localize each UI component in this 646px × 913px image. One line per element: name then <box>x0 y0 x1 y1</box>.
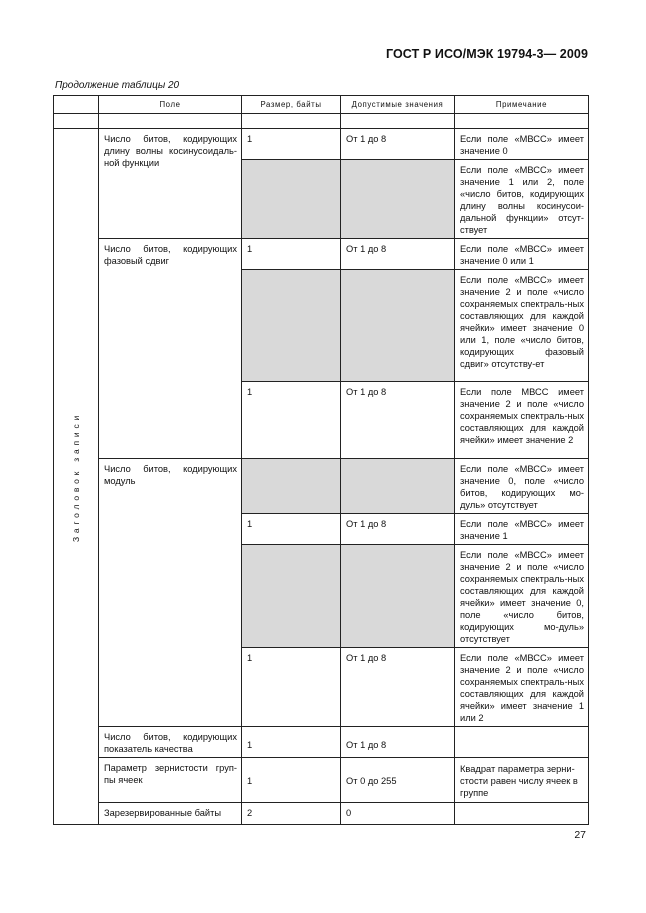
range-cell: От 1 до 8 <box>341 239 455 270</box>
table-row <box>54 239 589 270</box>
note-cell: Если поле «МВСС» имеет значение 0, поле «число битов, кодирующих мо-дуль» отсутствует <box>455 459 589 514</box>
header-note: Примечание <box>455 96 589 114</box>
note-cell: Если поле «МВСС» имеет значение 0 <box>455 129 589 160</box>
table-row <box>54 459 589 514</box>
note-cell: Если поле «МВСС» имеет значение 2 и поле «число сохраняемых спектраль-ных составляющих для каждой ячейки» имеет значение 0 или 1, поле «число битов, кодирующих фазовый сдвиг» отсутству-ет <box>455 270 589 382</box>
group-label-cell <box>54 129 99 825</box>
group-label: Заголовок записи <box>71 411 81 542</box>
table-row <box>54 727 589 758</box>
note-cell-empty <box>455 727 589 758</box>
note-cell: Квадрат параметра зерни-стости равен числу ячеек в группе <box>455 758 589 803</box>
header-cell-empty <box>54 96 99 114</box>
range-cell: От 1 до 8 <box>341 129 455 160</box>
note-cell: Если поле МВСС имеет значение 2 и поле «число сохраняемых спектраль-ных составляющих для каждой ячейки» имеет значение 2 <box>455 382 589 459</box>
size-cell: 2 <box>242 803 341 825</box>
range-cell-shaded <box>341 160 455 239</box>
size-cell: 1 <box>242 239 341 270</box>
range-cell: От 1 до 8 <box>341 727 455 758</box>
size-cell: 1 <box>242 758 341 803</box>
size-cell: 1 <box>242 382 341 459</box>
table-row <box>54 758 589 803</box>
size-cell: 1 <box>242 514 341 545</box>
header-size: Размер, байты <box>242 96 341 114</box>
header-range: Допустимые значения <box>341 96 455 114</box>
note-cell: Если поле «МВСС» имеет значение 2 и поле «число сохраняемых спектраль-ных составляющих для каждой ячейки» имеет значение 1 или 2 <box>455 648 589 727</box>
note-cell-empty <box>455 803 589 825</box>
fields-table <box>53 95 589 825</box>
range-cell: От 0 до 255 <box>341 758 455 803</box>
size-cell-shaded <box>242 160 341 239</box>
note-cell: Если поле «МВСС» имеет значение 1 <box>455 514 589 545</box>
field-cell: Зарезервированные байты <box>99 803 242 825</box>
table-header-row <box>54 96 589 114</box>
range-cell: От 1 до 8 <box>341 514 455 545</box>
size-cell-shaded <box>242 270 341 382</box>
range-cell: От 1 до 8 <box>341 382 455 459</box>
header-field: Поле <box>99 96 242 114</box>
range-cell-shaded <box>341 545 455 648</box>
spacer-row <box>54 114 589 129</box>
field-cell: Число битов, кодирующих длину волны косинусоидаль-ной функции <box>99 129 242 239</box>
table-caption: Продолжение таблицы 20 <box>55 80 180 91</box>
range-cell-shaded <box>341 459 455 514</box>
note-cell: Если поле «МВСС» имеет значение 0 или 1 <box>455 239 589 270</box>
range-cell: 0 <box>341 803 455 825</box>
field-cell: Число битов, кодирующих модуль <box>99 459 242 727</box>
table-row <box>54 803 589 825</box>
size-cell-shaded <box>242 545 341 648</box>
field-cell: Параметр зернистости груп-пы ячеек <box>99 758 242 803</box>
size-cell: 1 <box>242 727 341 758</box>
size-cell-shaded <box>242 459 341 514</box>
note-cell: Если поле «МВСС» имеет значение 2 и поле «число сохраняемых спектраль-ных составляющих для каждой ячейки» имеет значение 0, поле «число битов, кодирующих мо-дуль» отсутствует <box>455 545 589 648</box>
range-cell: От 1 до 8 <box>341 648 455 727</box>
range-cell-shaded <box>341 270 455 382</box>
size-cell: 1 <box>242 129 341 160</box>
size-cell: 1 <box>242 648 341 727</box>
note-cell: Если поле «МВСС» имеет значение 1 или 2, поле «число битов, кодирующих длину волны косинусои-дальной функции» отсут-ствует <box>455 160 589 239</box>
field-cell: Число битов, кодирующих показатель качества <box>99 727 242 758</box>
page-number: 27 <box>574 829 586 841</box>
document-title: ГОСТ Р ИСО/МЭК 19794-3— 2009 <box>385 47 588 61</box>
field-cell: Число битов, кодирующих фазовый сдвиг <box>99 239 242 459</box>
table-row <box>54 129 589 160</box>
